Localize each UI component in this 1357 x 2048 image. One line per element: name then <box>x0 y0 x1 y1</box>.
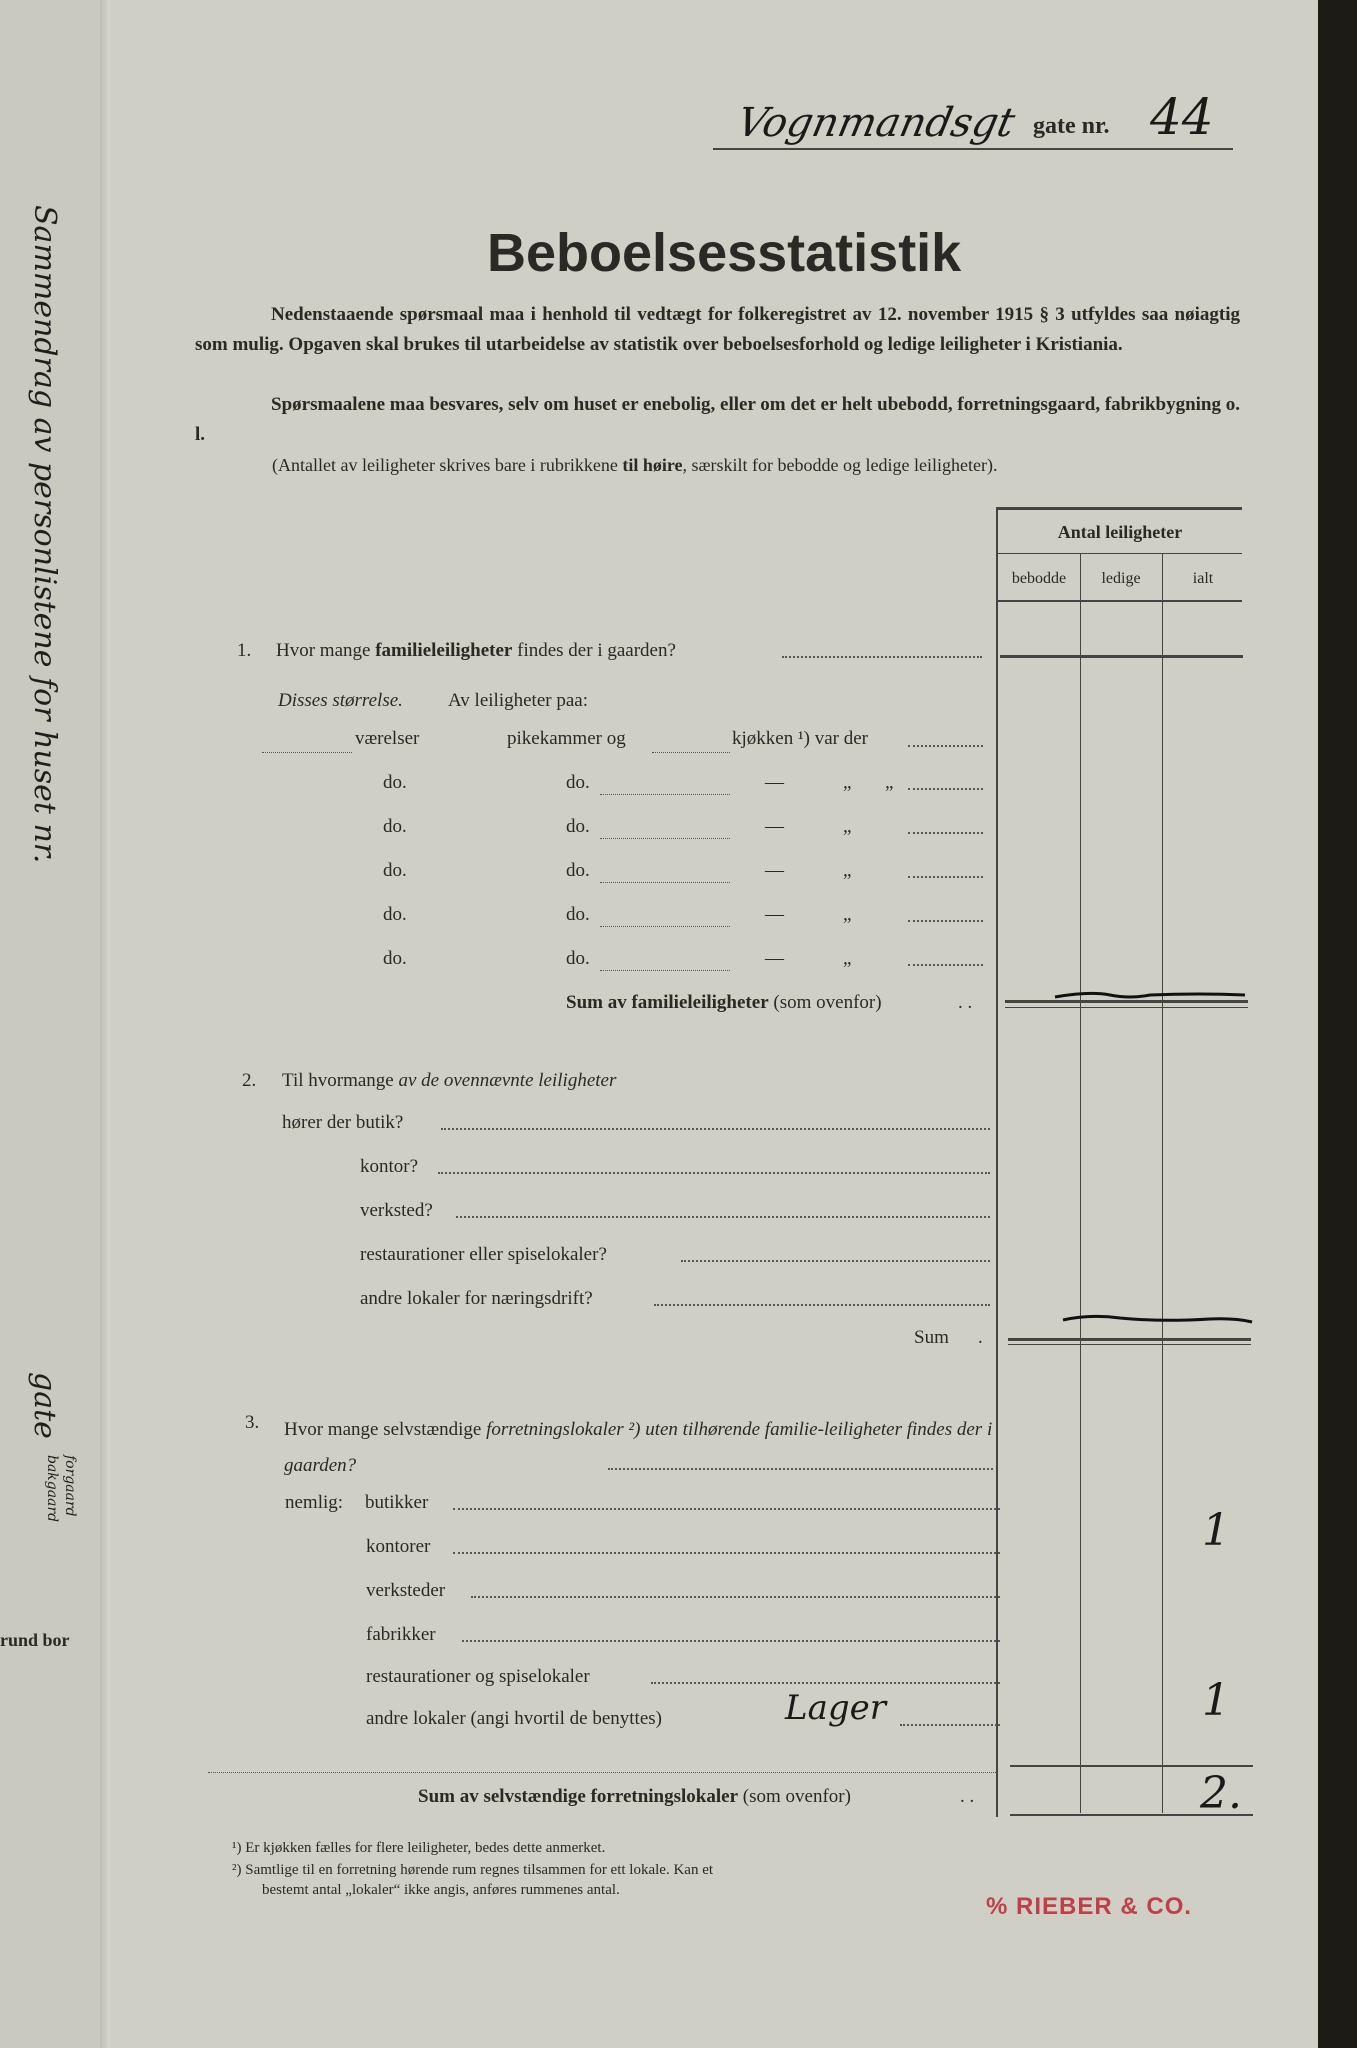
q1-row-dots <box>908 832 983 834</box>
q3-text-b: forretningslokaler ²) uten tilhørende familie-leiligheter findes der i gaarden? <box>284 1419 993 1476</box>
q1-row-dots <box>908 788 983 790</box>
q1-row-quote: „ <box>843 948 852 969</box>
column-header-bebodde: bebodde <box>1011 570 1067 587</box>
q1-row-quote: „ <box>843 816 852 837</box>
row1-blank-1 <box>262 752 352 753</box>
q1-row-blank <box>600 926 730 927</box>
row1-dots <box>908 745 983 747</box>
intro-paragraph-1: Nedenstaaende spørsmaal maa i henhold til vedtægt for folkeregistret av 12. november 1915 § 3 utfyldes saa nøiagtig som mulig. Opgaven skal brukes til utarbeidelse av statistik over beboelsesforhold og ledige leiligheter i Kristiania. <box>195 304 1240 355</box>
q1-sum <box>566 992 882 1014</box>
q1-sum-b: (som ovenfor) <box>768 992 882 1013</box>
column-divider-1 <box>1080 553 1081 1813</box>
q2-sum-line <box>1008 1338 1251 1341</box>
q1-row-blank <box>600 838 730 839</box>
q2-item: andre lokaler for næringsdrift? <box>360 1288 593 1309</box>
q3-item: andre lokaler (angi hvortil de benyttes) <box>366 1708 662 1729</box>
q1-text-a: Hvor mange <box>276 640 376 661</box>
q3-item-dots <box>900 1724 1000 1726</box>
q1-dots <box>782 656 982 658</box>
page-fold <box>100 0 110 2048</box>
q1-row-quote-2: „ <box>885 772 894 793</box>
q2-sum-label: Sum <box>914 1327 949 1348</box>
q2-item-dots <box>441 1128 990 1130</box>
q1-sizes-text: Av leiligheter paa: <box>448 690 588 711</box>
q1-row-blank <box>600 794 730 795</box>
left-strip-bakgaard: bakgaard <box>44 1455 60 1523</box>
q1-row-dash: — <box>765 904 784 925</box>
q3-sum-b: (som ovenfor) <box>738 1786 851 1807</box>
andre-lokaler-value-handwritten: 1 <box>1202 1675 1230 1726</box>
q2-item-dots <box>438 1172 990 1174</box>
street-name-handwritten: Vognmandsgt <box>733 100 1019 146</box>
row1-pikekammer: pikekammer og <box>507 728 626 749</box>
intro-p3-part-c: , særskilt for bebodde og ledige leiligheter). <box>682 455 998 475</box>
q1-row-do-2: do. <box>566 860 590 881</box>
q1-row-quote: „ <box>843 860 852 881</box>
left-strip-gate-text: gate <box>27 1372 62 1439</box>
q1-row-dash: — <box>765 948 784 969</box>
q1-row-do-1: do. <box>383 860 407 881</box>
q1-row-dots <box>908 964 983 966</box>
table-header-bottom <box>997 600 1242 602</box>
column-divider-2 <box>1162 553 1163 1813</box>
q3-question <box>284 1412 994 1484</box>
row1-kjokken: kjøkken ¹) var der <box>732 728 869 749</box>
table-header-title: Antal leiligheter <box>1057 522 1183 542</box>
intro-paragraph-2: Spørsmaalene maa besvares, selv om huset er enebolig, eller om det er helt ubebodd, forretningsgaard, fabrikbygning o. l. <box>195 394 1240 445</box>
q2-text-a: Til hvormange <box>282 1070 399 1091</box>
q1-row-do-2: do. <box>566 904 590 925</box>
q2-number: 2. <box>242 1070 257 1091</box>
q1-sizes-label: Disses størrelse. <box>278 690 403 711</box>
left-strip-main-text: Sammendrag av personlistene for huset nr. <box>27 205 62 864</box>
andre-lokaler-handwritten: Lager <box>785 1688 886 1728</box>
q1-row-quote: „ <box>843 904 852 925</box>
q2-item-dots <box>456 1216 990 1218</box>
column-header-ledige: ledige <box>1101 570 1141 587</box>
q1-sum-a: Sum av familieleiligheter <box>566 992 769 1013</box>
q1-sum-dots: . . <box>958 992 973 1013</box>
q1-row-dash: — <box>765 816 784 837</box>
q3-item-dots <box>651 1682 1000 1684</box>
q1-row-do-1: do. <box>383 816 407 837</box>
q2-item: kontor? <box>360 1156 419 1177</box>
table-left-border <box>996 507 998 1817</box>
q3-item: fabrikker <box>366 1624 436 1645</box>
intro-paragraph-3 <box>272 450 1242 480</box>
q2-question <box>282 1070 616 1092</box>
kontorer-value-handwritten: 1 <box>1202 1505 1230 1556</box>
page-title: Beboelsesstatistik <box>487 223 962 283</box>
q3-nemlig: nemlig: <box>285 1492 344 1513</box>
q3-item-dots <box>453 1508 1000 1510</box>
gate-nr-label: gate nr. <box>1033 113 1110 139</box>
q2-text-b: av de ovennævnte leiligheter <box>398 1070 617 1091</box>
left-strip-grund-bor: rund bor <box>0 1630 70 1650</box>
q2-item-dots <box>681 1260 990 1262</box>
q3-text-a: Hvor mange selvstændige <box>284 1419 487 1440</box>
q1-row-blank <box>600 882 730 883</box>
q1-row-quote: „ <box>843 772 852 793</box>
q3-item: verksteder <box>366 1580 446 1601</box>
q1-sum-line-2 <box>1005 1007 1248 1008</box>
q2-sum-line-2 <box>1008 1344 1251 1345</box>
table-header-divider <box>997 553 1242 554</box>
q3-question-dots <box>608 1468 993 1470</box>
q1-row-do-1: do. <box>383 948 407 969</box>
printer-stamp: % RIEBER & CO. <box>986 1893 1193 1920</box>
q3-top-line <box>1010 1765 1253 1767</box>
footnote-1: ¹) Er kjøkken fælles for flere leiligheter, bedes dette anmerket. <box>232 1840 606 1856</box>
header-underline <box>713 148 1233 150</box>
house-number-handwritten: 44 <box>1150 88 1214 146</box>
table-top-line <box>997 507 1242 510</box>
q3-item-dots <box>471 1596 1000 1598</box>
left-strip-forgaard: forgaard <box>62 1455 78 1517</box>
q1-row-dash: — <box>765 860 784 881</box>
q2-item: verksted? <box>360 1200 433 1221</box>
q1-text-c: findes der i gaarden? <box>512 640 676 661</box>
column-header-ialt: ialt <box>1192 570 1214 587</box>
q2-item: hører der butik? <box>282 1112 404 1133</box>
q1-question <box>276 640 676 662</box>
q3-item-dots <box>453 1552 1000 1554</box>
q3-item: butikker <box>365 1492 429 1513</box>
q3-sum-dots: . . <box>960 1786 975 1807</box>
footnote-2a: ²) Samtlige til en forretning hørende rum regnes tilsammen for ett lokale. Kan et <box>232 1862 714 1878</box>
row1-blank-2 <box>652 752 730 753</box>
q2-sum-dots: . <box>978 1327 983 1348</box>
q1-row-do-1: do. <box>383 904 407 925</box>
q2-item-dots <box>654 1304 990 1306</box>
footnote-2b: bestemt antal „lokaler“ ikke angis, anføres rummenes antal. <box>262 1882 620 1898</box>
q3-sum <box>418 1786 851 1808</box>
q1-row-dash: — <box>765 772 784 793</box>
q1-row-do-2: do. <box>566 772 590 793</box>
row1-vaerelser: værelser <box>355 728 420 749</box>
q1-row-blank <box>600 970 730 971</box>
intro-p3-part-b: til høire <box>622 455 683 475</box>
q2-sum-handwritten-stroke <box>1060 1310 1255 1330</box>
intro-p3-part-a: (Antallet av leiligheter skrives bare i rubrikkene <box>272 455 623 475</box>
q3-number: 3. <box>245 1412 260 1433</box>
q3-item-dots <box>462 1640 1000 1642</box>
q1-sum-handwritten-stroke <box>1050 985 1250 1005</box>
q3-sum-value-handwritten: 2. <box>1200 1768 1242 1819</box>
q1-number: 1. <box>237 640 252 661</box>
q1-answer-line <box>1000 655 1243 658</box>
q1-row-dots <box>908 876 983 878</box>
q1-text-b: familieleiligheter <box>375 640 513 661</box>
q3-sum-a: Sum av selvstændige forretningslokaler <box>418 1786 739 1807</box>
q3-separator <box>208 1772 996 1773</box>
q1-row-do-2: do. <box>566 948 590 969</box>
q1-row-dots <box>908 920 983 922</box>
q1-row-do-2: do. <box>566 816 590 837</box>
q3-item: restaurationer og spiselokaler <box>366 1666 590 1687</box>
q3-item: kontorer <box>366 1536 431 1557</box>
q2-item: restaurationer eller spiselokaler? <box>360 1244 607 1265</box>
q1-row-do-1: do. <box>383 772 407 793</box>
